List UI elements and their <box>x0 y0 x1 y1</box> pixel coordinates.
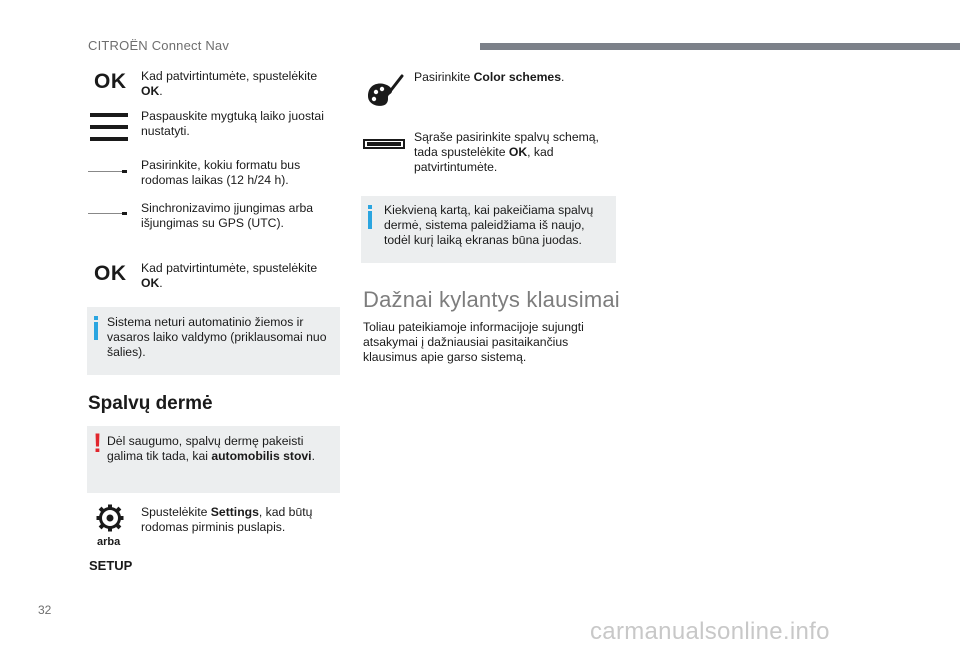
step-confirm-ok-2: Kad patvirtintumėte, spustelėkite OK. <box>141 261 318 290</box>
step-confirm-ok: Kad patvirtintumėte, spustelėkite OK. <box>141 69 318 98</box>
setup-label: SETUP <box>89 558 133 573</box>
palette-icon <box>364 72 404 110</box>
info-icon <box>367 205 373 229</box>
step-color-schemes: Pasirinkite Color schemes. <box>414 70 565 84</box>
info-note <box>361 196 616 263</box>
header-bar <box>480 43 960 50</box>
ok-icon: OK <box>94 70 127 93</box>
watermark: carmanualsonline.info <box>590 618 830 645</box>
gear-icon <box>96 504 124 532</box>
warning-note <box>87 426 340 493</box>
section-title: Spalvų dermė <box>88 393 213 414</box>
step-time-format: Pasirinkite, kokiu formatu bus rodomas laikas (12 h/24 h). <box>141 158 301 187</box>
warning-note-text: Dėl saugumo, spalvų dermę pakeisti galima tik tada, kai automobilis stovi. <box>107 434 315 463</box>
toggle-line-icon <box>88 212 128 216</box>
toggle-line-icon <box>88 170 128 174</box>
page-number: 32 <box>38 603 52 617</box>
step-select-scheme: Sąraše pasirinkite spalvų schemą, tada spustelėkite OK, kad patvirtintumėte. <box>414 130 599 174</box>
menu-icon <box>90 110 128 144</box>
ok-icon: OK <box>94 262 127 285</box>
info-note <box>87 307 340 375</box>
or-label: arba <box>97 536 121 548</box>
warning-icon: ! <box>93 428 102 458</box>
step-timezone: Paspauskite mygtuką laiko juostai nustatyti. <box>141 109 324 138</box>
step-settings: Spustelėkite Settings, kad būtų rodomas pirminis puslapis. <box>141 505 313 534</box>
faq-paragraph: Toliau pateikiamoje informacijoje sujungti atsakymai į dažniausiai pasitaikančius klausimus apie garso sistemą. <box>363 320 584 364</box>
info-icon <box>93 316 99 340</box>
info-note-text: Sistema neturi automatinio žiemos ir vasaros laiko valdymo (priklausomai nuo šalies). <box>107 315 327 359</box>
list-item-icon <box>363 139 405 149</box>
section-title-faq: Dažnai kylantys klausimai <box>363 287 620 312</box>
brand-title: CITROËN Connect Nav <box>88 38 230 53</box>
step-gps-sync: Sinchronizavimo įjungimas arba išjungimas su GPS (UTC). <box>141 201 314 230</box>
info-note-text: Kiekvieną kartą, kai pakeičiama spalvų dermė, sistema paleidžiama iš naujo, todėl kurį laiką ekranas būna juodas. <box>384 203 594 247</box>
